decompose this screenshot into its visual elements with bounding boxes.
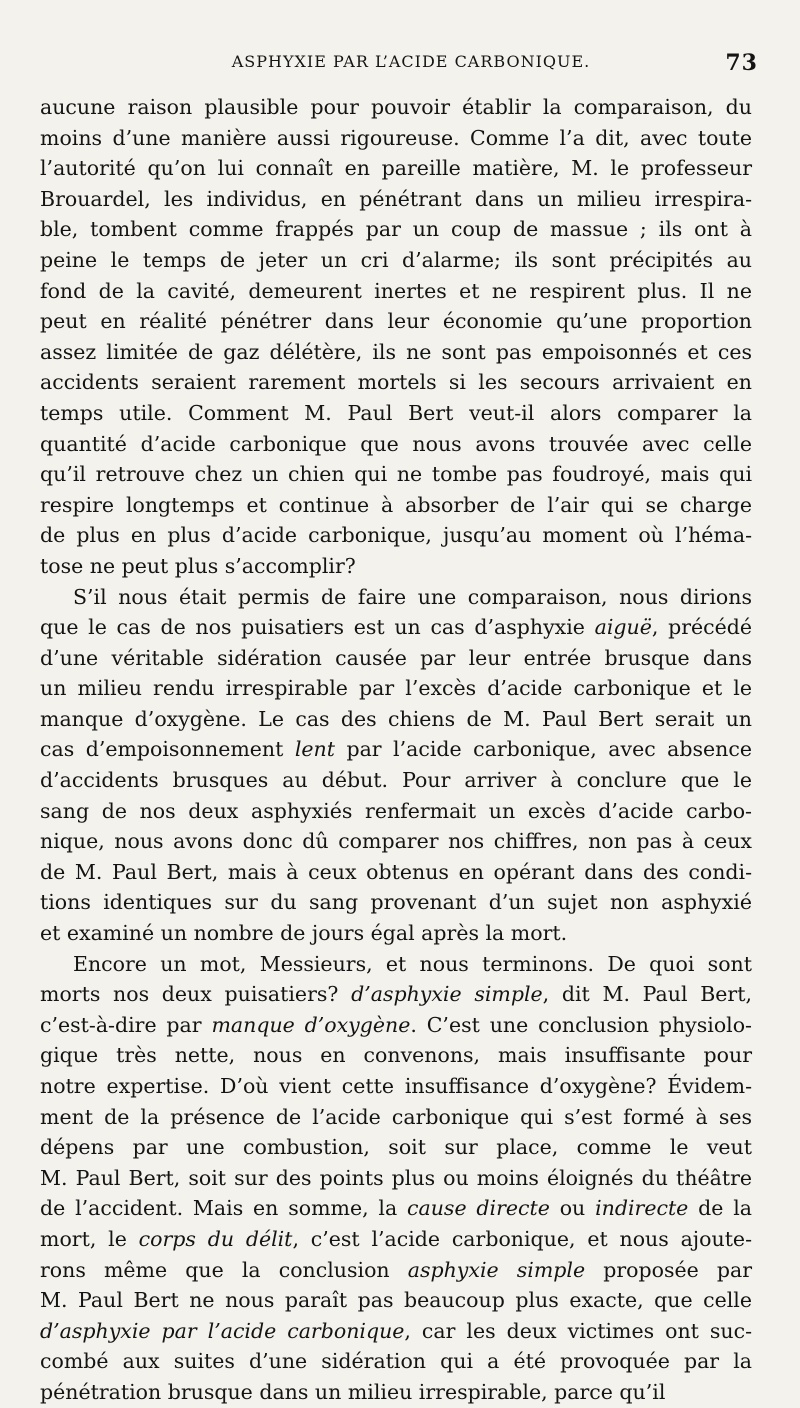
text-segment: par l’acide carbonique, avec absence (334, 737, 752, 762)
text-segment: respire longtemps et continue à absorber de l’air qui se charge (40, 492, 752, 517)
text-segment: accidents seraient rarement mortels si les secours arrivaient en (40, 370, 752, 395)
text-line (40, 1377, 752, 1408)
text-segment: qu’il retrouve chez un chien qui ne tombe pas foudroyé, mais qui (40, 462, 752, 487)
text-line (40, 734, 752, 765)
italic-text: lent (294, 737, 335, 762)
text-segment: gique très nette, nous en convenons, mais insuffisante pour (40, 1043, 752, 1068)
text-line (40, 1193, 752, 1224)
body-text (40, 92, 752, 1408)
text-segment: tions identiques sur du sang provenant d’un sujet non asphyxié (40, 890, 752, 915)
text-segment: , c’est l’acide carbonique, et nous ajoute- (292, 1226, 752, 1251)
text-line (40, 1316, 752, 1347)
text-line (40, 337, 752, 368)
text-line (40, 612, 752, 643)
text-line (40, 826, 752, 857)
text-segment: ble, tombent comme frappés par un coup de massue ; ils ont à (40, 217, 752, 242)
italic-text: d’asphyxie par l’acide carbonique (40, 1318, 405, 1343)
text-line (40, 857, 752, 888)
text-segment: Brouardel, les individus, en pénétrant dans un milieu irrespira- (40, 186, 752, 211)
running-head (40, 50, 758, 92)
text-segment: Encore un mot, Messieurs, et nous terminons. De quoi sont (73, 951, 752, 976)
text-line (40, 490, 752, 521)
text-line (40, 1010, 752, 1041)
text-segment: tose ne peut plus s’accomplir? (40, 553, 356, 578)
text-line (40, 704, 752, 735)
text-line (40, 520, 752, 551)
text-segment: assez limitée de gaz délétère, ils ne sont pas empoisonnés et ces (40, 339, 752, 364)
text-line (40, 245, 752, 276)
text-segment: , précédé (651, 615, 752, 640)
text-segment: temps utile. Comment M. Paul Bert veut-il alors comparer la (40, 400, 752, 425)
italic-text: asphyxie simple (407, 1257, 586, 1282)
text-segment: de M. Paul Bert, mais à ceux obtenus en opérant dans des condi- (40, 859, 752, 884)
text-segment: d’une véritable sidération causée par leur entrée brusque dans (40, 645, 752, 670)
text-line (40, 92, 752, 123)
text-line (40, 887, 752, 918)
text-segment: combé aux suites d’une sidération qui a été provoquée par la (40, 1349, 752, 1374)
text-line (40, 1071, 752, 1102)
text-segment: peut en réalité pénétrer dans leur économie qu’une proportion (40, 309, 752, 334)
text-line (40, 673, 752, 704)
text-segment: ou (549, 1196, 596, 1221)
text-line (40, 153, 752, 184)
text-line (40, 918, 752, 949)
text-segment: , dit M. Paul Bert, (542, 982, 752, 1007)
paragraph (40, 92, 752, 582)
text-line (40, 1163, 752, 1194)
text-line (40, 123, 752, 154)
text-segment: aucune raison plausible pour pouvoir établir la comparaison, du (40, 95, 752, 119)
text-line (40, 643, 752, 674)
text-segment: que le cas de nos puisatiers est un cas d’asphyxie (40, 615, 595, 640)
text-segment: . C’est une conclusion physiolo- (410, 1012, 752, 1037)
text-line (40, 1346, 752, 1377)
page-number: 73 (725, 50, 758, 76)
text-segment: M. Paul Bert ne nous paraît pas beaucoup plus exacte, que celle (40, 1288, 752, 1313)
text-segment: de l’accident. Mais en somme, la (40, 1196, 408, 1221)
text-segment: de la (688, 1196, 753, 1221)
text-line (40, 1285, 752, 1316)
paragraph (40, 949, 752, 1408)
italic-text: aiguë (594, 615, 652, 640)
text-segment: c’est-à-dire par (40, 1012, 212, 1037)
text-segment: d’accidents brusques au début. Pour arriver à conclure que le (40, 768, 752, 793)
text-segment: mort, le (40, 1226, 139, 1251)
text-segment: pénétration brusque dans un milieu irrespirable, parce qu’il (40, 1379, 666, 1404)
italic-text: indirecte (595, 1196, 689, 1221)
text-segment: quantité d’acide carbonique que nous avons trouvée avec celle (40, 431, 752, 456)
text-line (40, 765, 752, 796)
text-segment: M. Paul Bert, soit sur des points plus ou moins éloignés du théâtre (40, 1165, 752, 1190)
text-segment: manque d’oxygène. Le cas des chiens de M. Paul Bert serait un (40, 706, 752, 731)
text-line (40, 1040, 752, 1071)
text-segment: de plus en plus d’acide carbonique, jusqu’au moment où l’héma- (40, 523, 752, 548)
text-segment: notre expertise. D’où vient cette insuffisance d’oxygène? Évidem- (40, 1074, 752, 1098)
text-line (40, 979, 752, 1010)
text-segment: moins d’une manière aussi rigoureuse. Comme l’a dit, avec toute (40, 125, 752, 150)
text-segment: , car les deux victimes ont suc- (404, 1318, 752, 1343)
text-line (40, 367, 752, 398)
italic-text: corps du délit (138, 1226, 293, 1251)
italic-text: d’asphyxie simple (351, 982, 543, 1007)
text-segment: l’autorité qu’on lui connaît en pareille matière, M. le professeur (40, 156, 752, 181)
text-line (40, 184, 752, 215)
text-line (40, 214, 752, 245)
text-line (40, 796, 752, 827)
text-segment: nique, nous avons donc dû comparer nos chiffres, non pas à ceux (40, 829, 752, 854)
text-line (40, 551, 752, 582)
text-line (40, 949, 752, 980)
text-line (40, 306, 752, 337)
text-segment: dépens par une combustion, soit sur place, comme le veut (40, 1135, 752, 1160)
text-line (40, 1102, 752, 1133)
italic-text: manque d’oxygène (211, 1012, 411, 1037)
text-segment: ment de la présence de l’acide carbonique qui s’est formé à ses (40, 1104, 752, 1129)
text-segment: un milieu rendu irrespirable par l’excès d’acide carbonique et le (40, 676, 752, 701)
text-line (40, 1255, 752, 1286)
text-line (40, 459, 752, 490)
text-line (40, 276, 752, 307)
text-line (40, 582, 752, 613)
italic-text: cause directe (407, 1196, 550, 1221)
paragraph (40, 582, 752, 949)
text-segment: cas d’empoisonnement (40, 737, 295, 762)
text-line (40, 1224, 752, 1255)
text-line (40, 398, 752, 429)
text-segment: proposée par (585, 1257, 752, 1282)
text-segment: fond de la cavité, demeurent inertes et ne respirent plus. Il ne (40, 278, 752, 303)
text-segment: rons même que la conclusion (40, 1257, 408, 1282)
text-segment: morts nos deux puisatiers? (40, 982, 352, 1007)
text-line (40, 429, 752, 460)
text-segment: S’il nous était permis de faire une comparaison, nous dirions (73, 584, 752, 609)
text-segment: peine le temps de jeter un cri d’alarme; ils sont précipités au (40, 247, 752, 272)
running-title: ASPHYXIE PAR L’ACIDE CARBONIQUE. (231, 52, 591, 71)
text-line (40, 1132, 752, 1163)
text-segment: sang de nos deux asphyxiés renfermait un excès d’acide carbo- (40, 798, 752, 823)
text-segment: et examiné un nombre de jours égal après la mort. (40, 921, 568, 946)
